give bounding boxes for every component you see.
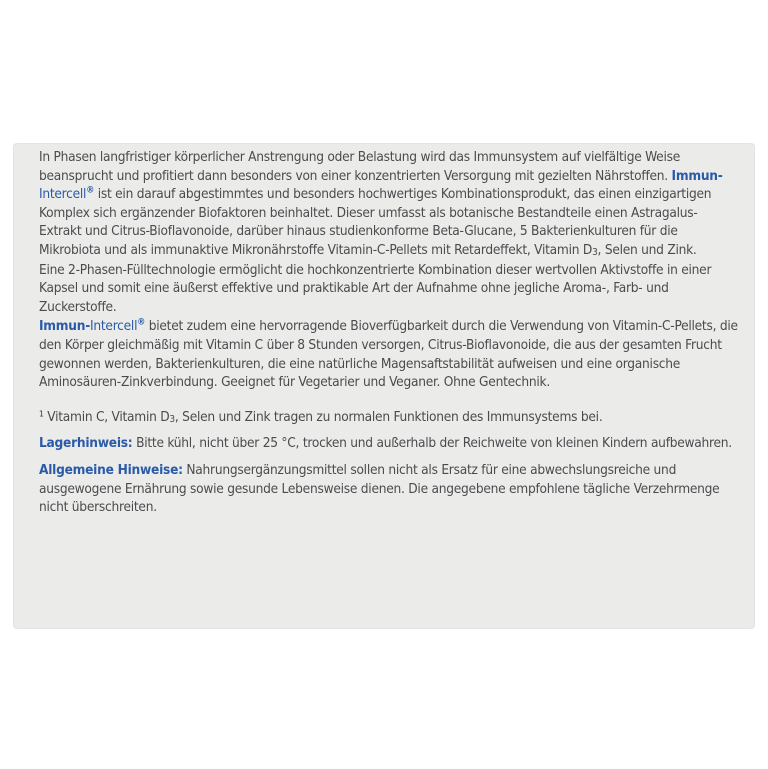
brand-name-part2: Intercell [90,318,138,335]
general-note [39,461,739,517]
footnote-text-start: Vitamin C, Vitamin D [43,408,170,425]
footnote-text-end: , Selen und Zink tragen zu normalen Funktionen des Immunsystems bei. [174,408,603,425]
intro-text-middle: ist ein darauf abgestimmtes und besonders hochwertiges Kombinationsprodukt, das einen einzigartigen Komplex sich ergänzender Biofaktoren beinhaltet. Dieser umfasst als botanische Bestandteile einen Astragalus-Extrakt und Citrus-Bioflavonoide, darüber hinaus studienkonforme Beta-Glucane, 5 Bakterienkulturen für die Mikrobiota und als immunaktive Mikronährstoffe Vitamin-C-Pellets mit Retardeffekt, Vitamin D [39,186,712,258]
panel-text-body [39,148,739,517]
footnote [39,408,739,427]
bioavailability-paragraph [39,317,739,391]
general-heading: Allgemeine Hinweise: [39,461,183,478]
subscript-3: 3 [592,246,598,258]
storage-note [39,434,739,453]
brand-name [39,318,145,334]
intro-text-start: In Phasen langfristiger körperlicher Anstrengung oder Belastung wird das Immunsystem auf vielfältige Weise beansprucht und profitiert dann besonders von einer konzentrierten Versorgung mit gezielten Nährstoffen. [39,149,680,184]
brand-name-part1: Immun- [39,318,91,335]
subscript-3: 3 [169,413,175,425]
package-text-panel [14,144,754,628]
registered-mark: ® [86,185,95,196]
storage-heading: Lagerhinweis: [39,435,133,452]
intro-text-end: , Selen und Zink. [597,241,697,258]
brand-name-part2: Intercell [39,186,87,203]
bioavailability-text: bietet zudem eine hervorragende Bioverfügbarkeit durch die Verwendung von Vitamin-C-Pellets, die den Körper gleichmäßig mit Vitamin C über 8 Stunden versorgen, Citrus-Bioflavonoide, die aus der gesamten Frucht gewonnen werden, Bakterienkulturen, die eine natürliche Magensaftstabilität aufweisen und eine organische Aminosäuren-Zinkverbindung. Geeignet für Vegetarier und Veganer. Ohne Gentechnik. [39,318,738,391]
footnote-mark: ¹ [39,408,44,425]
technology-paragraph: Eine 2-Phasen-Fülltechnologie ermöglicht die hochkonzentrierte Kombination dieser wertvollen Aktivstoffe in einer Kapsel und somit eine äußerst effektive und praktikable Art der Aufnahme ohne jegliche Aroma-, Farb- und Zuckerstoffe. [39,261,712,315]
general-text: Nahrungsergänzungsmittel sollen nicht als Ersatz für eine abwechslungsreiche und ausgewogene Ernährung sowie gesunde Lebensweise dienen. Die angegebene empfohlene tägliche Verzehrmenge nicht überschreiten. [39,461,720,516]
storage-text: Bitte kühl, nicht über 25 °C, trocken und außerhalb der Reichweite von kleinen Kindern aufbewahren. [132,435,732,452]
intro-paragraph [39,148,739,260]
brand-name-part1: Immun- [671,167,723,184]
registered-mark: ® [137,317,146,328]
